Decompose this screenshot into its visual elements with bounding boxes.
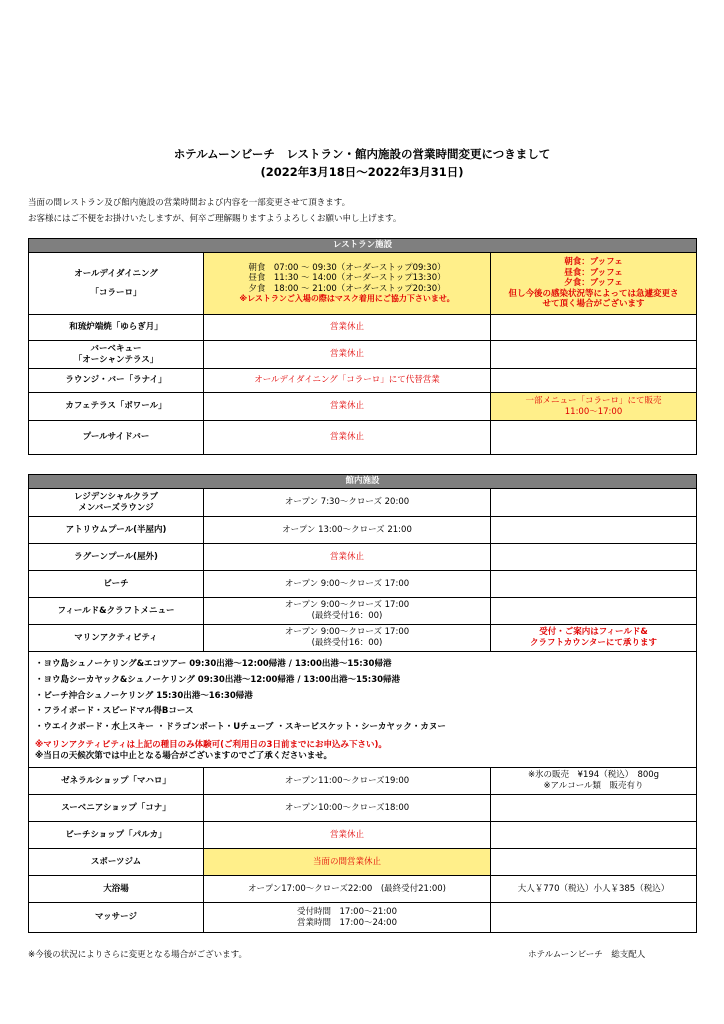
- allday-notes: [491, 253, 697, 315]
- restaurant-table: [28, 238, 697, 455]
- bbq-note: [491, 341, 697, 369]
- facilities-table: [28, 474, 697, 933]
- allday-hours-breakfast: 朝食 07:00 ～ 09:30（オーダーストップ09:30）: [248, 262, 446, 273]
- restaurant-header: レストラン施設: [29, 239, 697, 253]
- residential-name: [29, 489, 204, 517]
- allday-hours-dinner: 夕食 18:00 ～ 21:00（オーダーストップ20:30）: [248, 283, 446, 294]
- activity-note-red: ※マリンアクティビティは上記の種目のみ体験可(ご利用日の3日前までにお申込み下さい)。: [35, 740, 387, 751]
- marine-last: (最終受付16：00): [311, 638, 383, 648]
- activity-item: ・ビーチ沖合シュノーケリング 15:30出港～16:30帰港: [35, 690, 253, 701]
- residential-hours: オープン 7:30～クローズ 20:00: [204, 489, 491, 517]
- paluka-status: 営業休止: [204, 822, 491, 849]
- paluka-note: [491, 822, 697, 849]
- massage-line-2: 営業時間 17:00～24:00: [297, 917, 397, 928]
- bath-name: 大浴場: [29, 876, 204, 903]
- mahalo-hours: オープン11:00～クローズ19:00: [204, 768, 491, 795]
- mask-note: ※レストランご入場の際はマスク着用にご協力下さいませ。: [239, 294, 455, 304]
- activity-item: ・フライボード・スピードマル得Bコース: [35, 706, 194, 717]
- allday-name-1: オールデイダイニング: [74, 268, 158, 279]
- lagoon-note: [491, 544, 697, 571]
- lounge-note: [491, 369, 697, 393]
- residential-note: [491, 489, 697, 517]
- footer-note: ※今後の状況によりさらに変更となる場合がございます。: [28, 950, 247, 960]
- beach-note: [491, 571, 697, 598]
- allday-name: [29, 253, 204, 315]
- yuragi-status: 営業休止: [204, 315, 491, 341]
- page-title: ホテルムーンビーチ レストラン・館内施設の営業時間変更につきまして: [173, 147, 551, 161]
- allday-note-2: 昼食：ブッフェ: [564, 267, 623, 278]
- field-note: [491, 598, 697, 625]
- massage-name: マッサージ: [29, 903, 204, 933]
- beach-name: ビーチ: [29, 571, 204, 598]
- date-range: (2022年3月18日～2022年3月31日): [260, 165, 464, 179]
- cafe-note: [491, 393, 697, 421]
- field-last: (最終受付16：00): [311, 611, 383, 621]
- lagoon-name: ラグーンプール(屋外): [29, 544, 204, 571]
- beach-hours: オープン 9:00～クローズ 17:00: [204, 571, 491, 598]
- bath-note: 大人￥770（税込）小人￥385（税込）: [491, 876, 697, 903]
- cafe-status: 営業休止: [204, 393, 491, 421]
- cafe-name: カフェテラス「ボワール」: [29, 393, 204, 421]
- intro-line-1: 当面の間レストラン及び館内施設の営業時間および内容を一部変更させて頂きます。: [28, 198, 351, 208]
- residential-name-1: レジデンシャルクラブ: [73, 491, 159, 502]
- cafe-note-2: 11:00～17:00: [564, 406, 623, 417]
- field-name: フィールド&クラフトメニュー: [29, 598, 204, 625]
- allday-hours-lunch: 昼食 11:30 ～ 14:00（オーダーストップ13:30）: [248, 273, 446, 284]
- bath-hours: オープン17:00～クローズ22:00 (最終受付21:00): [204, 876, 491, 903]
- gym-status: 当面の間営業休止: [204, 849, 491, 876]
- mahalo-name: ゼネラルショップ「マハロ」: [29, 768, 204, 795]
- bbq-status: 営業休止: [204, 341, 491, 369]
- cafe-note-1: 一部メニュー「コラーロ」にて販売: [525, 395, 662, 406]
- yuragi-note: [491, 315, 697, 341]
- mahalo-note-2: ※アルコール類 販売有り: [543, 781, 644, 791]
- kona-name: スーベニアショップ「コナ」: [29, 795, 204, 822]
- mahalo-note-1: ※氷の販売 ¥194（税込） 800g: [527, 770, 660, 781]
- massage-note: [491, 903, 697, 933]
- poolbar-name: プールサイドバー: [29, 421, 204, 455]
- field-hours-1: オープン 9:00～クローズ 17:00: [284, 600, 410, 611]
- marine-name: マリンアクティビティ: [29, 625, 204, 652]
- kona-note: [491, 795, 697, 822]
- atrium-hours: オープン 13:00～クローズ 21:00: [204, 517, 491, 544]
- allday-hours: [204, 253, 491, 315]
- paluka-name: ビーチショップ「パルカ」: [29, 822, 204, 849]
- poolbar-note: [491, 421, 697, 455]
- massage-line-1: 受付時間 17:00～21:00: [297, 906, 397, 917]
- activity-note: ※当日の天候次第では中止となる場合がございますのでご了承くださいませ。: [35, 751, 333, 762]
- activities-list: [29, 652, 697, 768]
- kona-hours: オープン10:00～クローズ18:00: [204, 795, 491, 822]
- lounge-name: ラウンジ・バー「ラナイ」: [29, 369, 204, 393]
- gym-note: [491, 849, 697, 876]
- allday-name-2: 「コラーロ」: [90, 287, 142, 298]
- gym-name: スポーツジム: [29, 849, 204, 876]
- bbq-name-2: 「オーシャンテラス」: [73, 354, 159, 365]
- intro-line-2: お客様にはご不便をお掛けいたしますが、何卒ご理解賜りますようよろしくお願い申し上げます。: [28, 214, 402, 224]
- atrium-note: [491, 517, 697, 544]
- marine-hours-1: オープン 9:00～クローズ 17:00: [284, 627, 410, 638]
- mahalo-note: [491, 768, 697, 795]
- residential-name-2: メンバーズラウンジ: [78, 502, 154, 513]
- bbq-name-1: バーベキュー: [90, 343, 142, 354]
- marine-note: [491, 625, 697, 652]
- footer-signature: ホテルムーンビーチ 総支配人: [528, 950, 646, 960]
- field-hours: [204, 598, 491, 625]
- facilities-header: 館内施設: [29, 475, 697, 489]
- atrium-name: アトリウムプール(半屋内): [29, 517, 204, 544]
- lagoon-status: 営業休止: [204, 544, 491, 571]
- lounge-status: オールデイダイニング「コラーロ」にて代替営業: [204, 369, 491, 393]
- activity-item: ・ウエイクボード・水上スキー ・ドラゴンボート・Uチューブ ・スキービスケット・シーカヤック・カヌー: [35, 721, 446, 732]
- allday-note-1: 朝食：ブッフェ: [564, 256, 623, 267]
- poolbar-status: 営業休止: [204, 421, 491, 455]
- allday-note-5: せて頂く場合がございます: [542, 299, 645, 310]
- allday-note-4: 但し今後の感染状況等によっては急遽変更さ: [508, 288, 679, 299]
- marine-note-2: クラフトカウンターにて承ります: [530, 638, 657, 648]
- bbq-name: [29, 341, 204, 369]
- allday-note-3: 夕食：ブッフェ: [564, 278, 623, 289]
- massage-hours: [204, 903, 491, 933]
- activity-item: ・ヨウ島シーカヤック&シュノーケリング 09:30出港～12:00帰港 / 13:00出港～15:30帰港: [35, 674, 401, 685]
- yuragi-name: 和琉炉端焼「ゆらぎ月」: [29, 315, 204, 341]
- activity-item: ・ヨウ島シュノーケリング&エコツアー 09:30出港～12:00帰港 / 13:00出港～15:30帰港: [35, 659, 392, 670]
- marine-note-1: 受付・ご案内はフィールド&: [539, 627, 648, 638]
- marine-hours: [204, 625, 491, 652]
